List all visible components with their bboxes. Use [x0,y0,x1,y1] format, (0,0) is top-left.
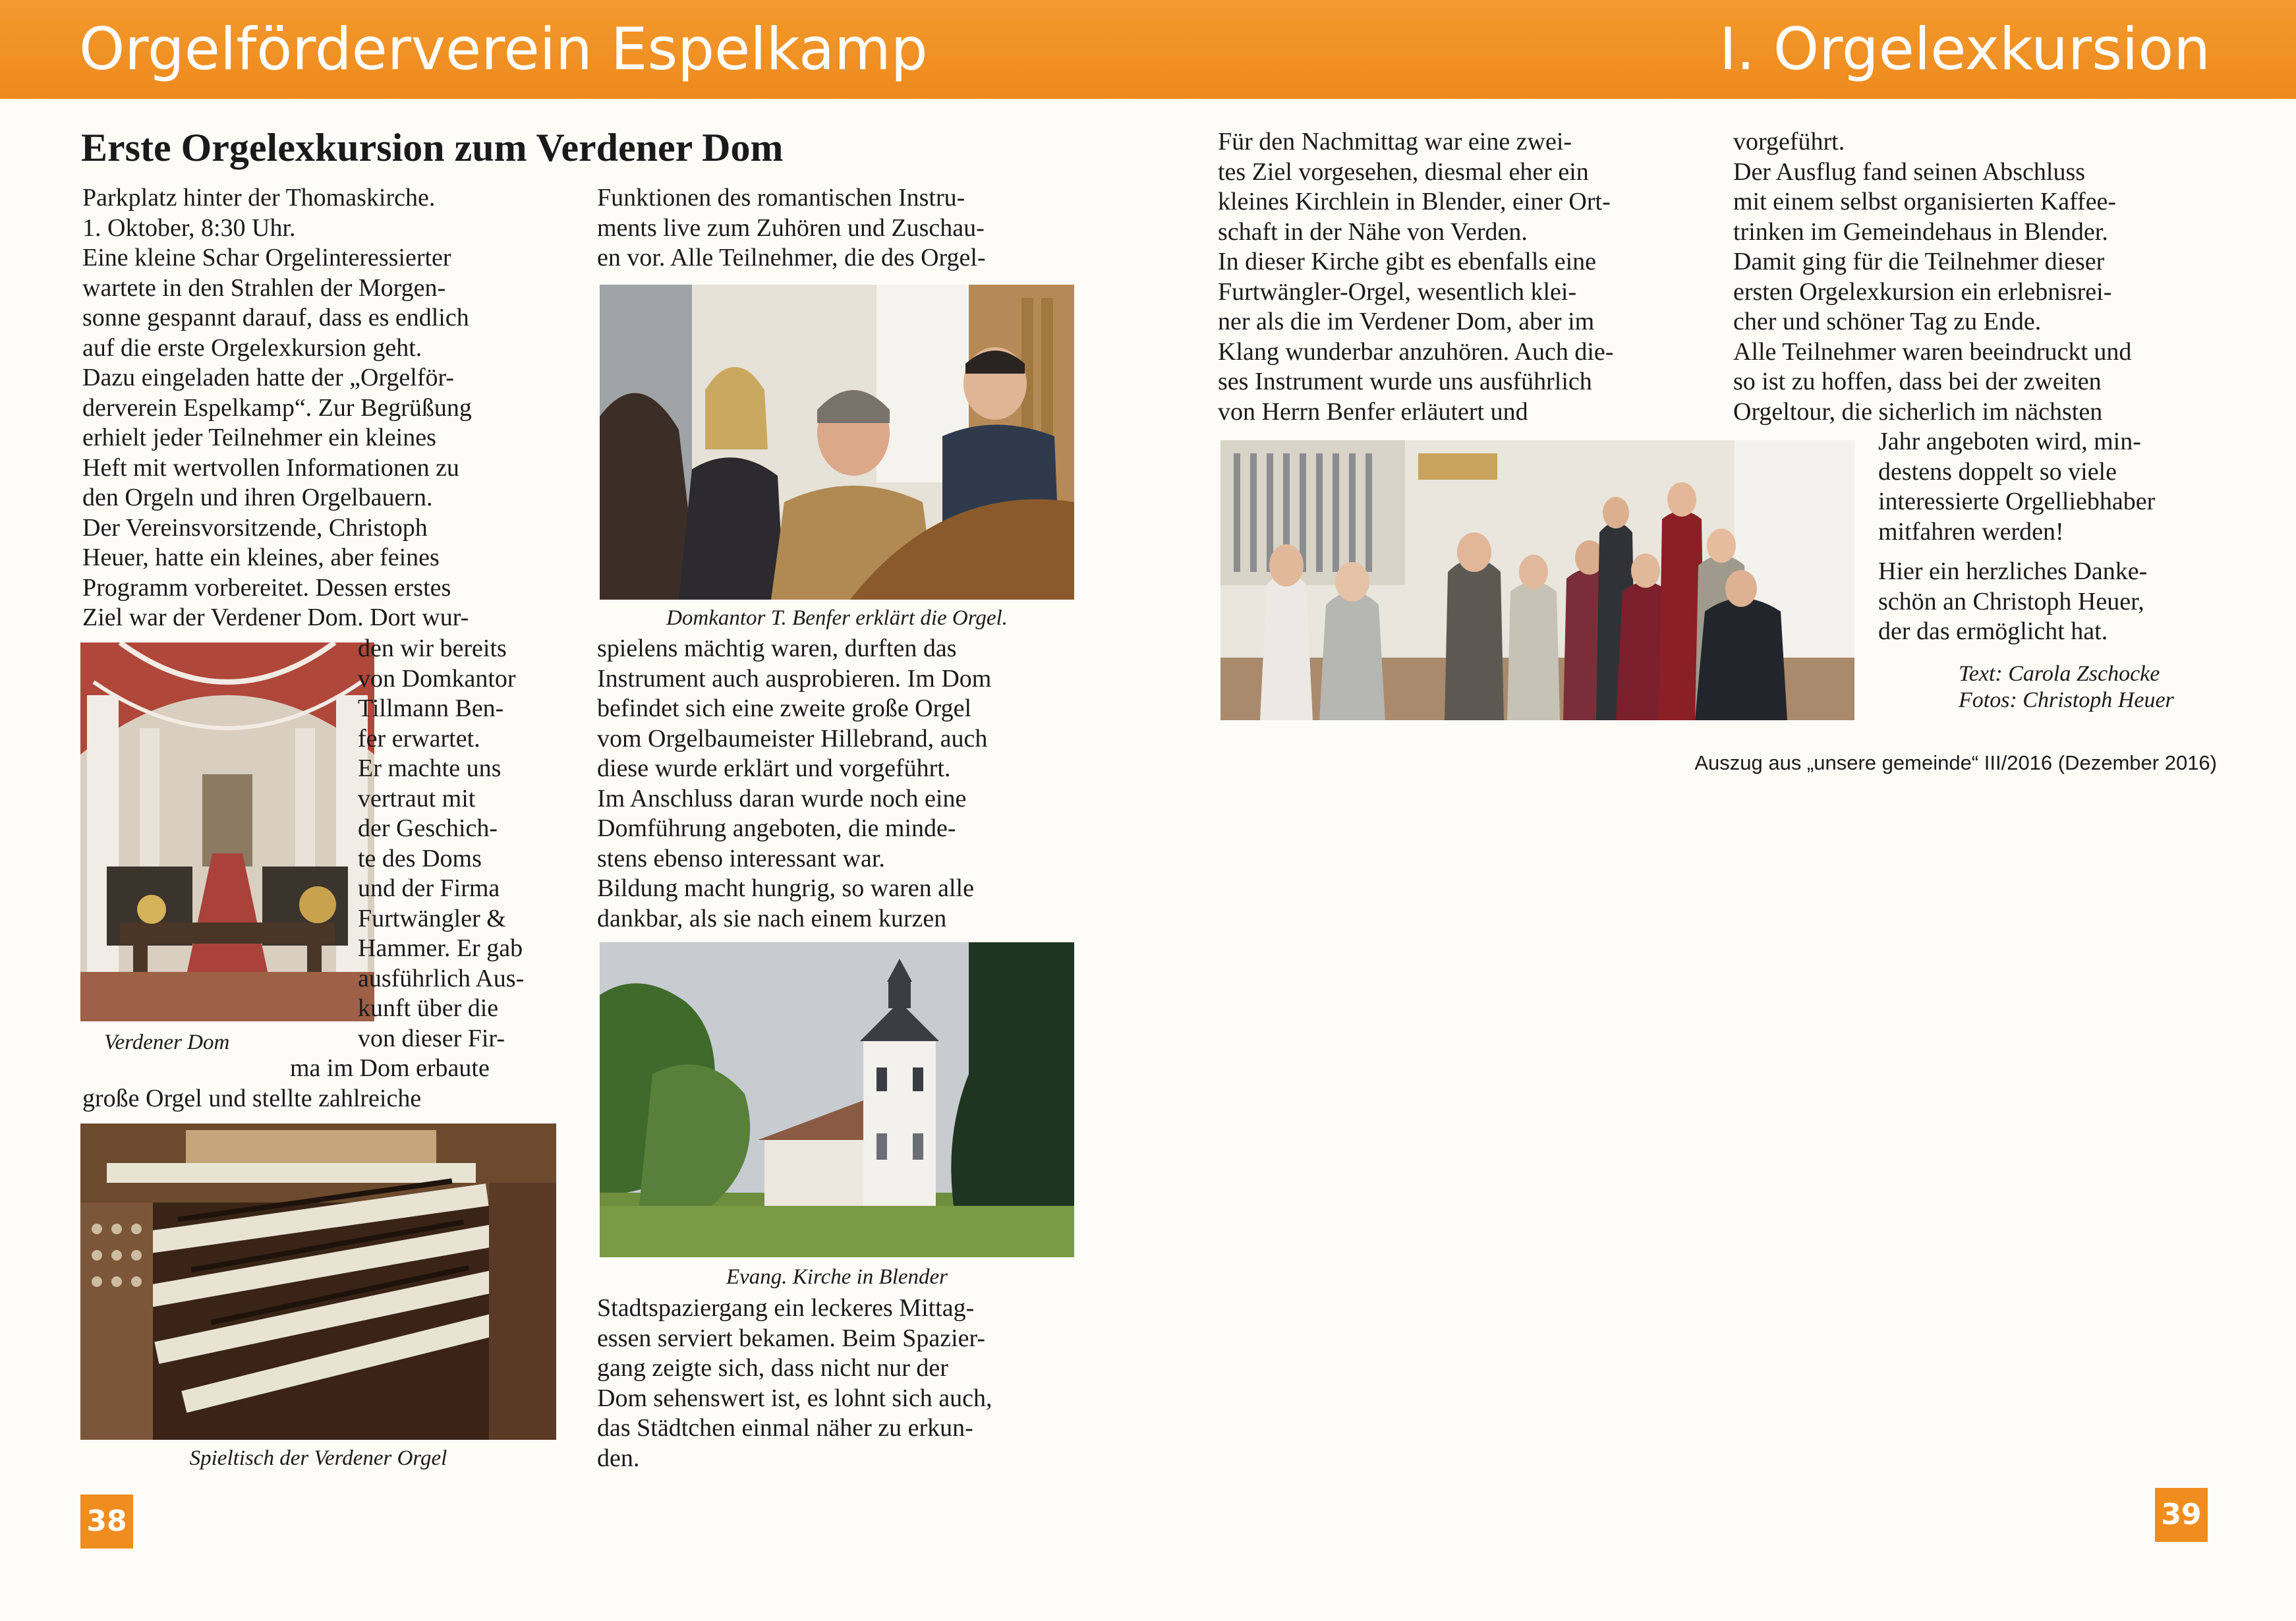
column-2-top [597,183,1085,273]
text-line: Heuer, hatte ein kleines, aber feines [82,544,440,571]
credit-photos: Fotos: Christoph Heuer [1959,688,2174,712]
text-line: von Herrn Benfer erläutert und [1218,397,1528,426]
photo-domkantor-benfer [600,285,1074,600]
text-line: von Domkantor [358,664,516,693]
text-line: befindet sich eine zweite große Orgel [597,695,972,722]
header-right-title: I. Orgelexkursion [1719,15,2210,83]
text-line: interessierte Orgelliebhaber [1878,488,2156,515]
text-line: kleines Kirchlein in Blender, einer Ort- [1218,188,1611,215]
text-line: Der Ausflug fand seinen Abschluss [1733,157,2086,186]
text-line: Stadtspaziergang ein leckeres Mittag- [597,1294,975,1322]
text-line: das Städtchen einmal näher zu erkun- [597,1414,973,1442]
column-4-thanks [1878,557,2247,647]
page-number-left: 38 [80,1494,133,1549]
text-line: gang zeigte sich, dass nicht nur der [597,1354,948,1382]
text-line: tes Ziel vorgesehen, diesmal eher ein [1218,157,1589,186]
article-headline: Erste Orgelexkursion zum Verdener Dom [81,126,784,169]
column-2-mid [597,634,1085,934]
column-4-top [1733,127,2234,427]
text-line: Im Anschluss daran wurde noch eine [597,784,967,812]
text-line: Tillmann Ben- [358,695,504,722]
text-line: schön an Christoph Heuer, [1878,587,2144,615]
text-line: und der Firma [358,874,500,902]
text-line: en vor. Alle Teilnehmer, die des Orgel- [597,244,986,271]
column-1-wrap [358,634,582,1054]
text-line: Ziel war der Verdener Dom. Dort wur- [82,604,469,631]
column-1-end-1: ma im Dom erbaute [290,1054,490,1082]
text-line: erhielt jeder Teilnehmer ein kleines [82,424,436,451]
text-line: mit einem selbst organisierten Kaffee- [1733,188,2117,215]
text-line: mitfahren werden! [1878,517,2064,546]
text-line: dankbar, als sie nach einem kurzen [597,904,947,932]
text-line: derverein Espelkamp“. Zur Begrüßung [82,393,472,422]
text-line: ments live zum Zuhören und Zuschau- [597,213,985,242]
text-line: auf die erste Orgelexkursion geht. [82,333,422,362]
text-line: Furtwängler-Orgel, wesentlich klei- [1218,277,1577,306]
text-line: vom Orgelbaumeister Hillebrand, auch [597,724,988,753]
text-line: stens ebenso interessant war. [597,844,885,872]
text-line: von dieser Fir- [358,1024,505,1052]
photo-gruppe [1220,440,1854,720]
text-line: Damit ging für die Teilnehmer dieser [1733,248,2105,275]
credit-text: Text: Carola Zschocke [1959,662,2160,686]
page-number-right: 39 [2155,1488,2208,1542]
header-left-title: Orgelförderverein Espelkamp [79,15,928,83]
text-line: fer erwartet. [358,724,480,753]
column-2-bottom [597,1294,1085,1473]
text-line: diese wurde erklärt und vorgeführt. [597,754,951,782]
text-line: ner als die im Verdener Dom, aber im [1218,308,1595,335]
text-line: cher und schöner Tag zu Ende. [1733,308,2042,335]
text-line: den wir bereits [358,635,507,662]
text-line: der das ermöglicht hat. [1878,617,2108,645]
text-line: Funktionen des romantischen Instru- [597,184,965,212]
column-3 [1218,127,1706,427]
text-line: Eine kleine Schar Orgelinteressierter [82,244,451,271]
caption-domkantor-benfer: Domkantor T. Benfer erklärt die Orgel. [666,606,1008,630]
text-line: Parkplatz hinter der Thomaskirche. [82,184,436,212]
text-line: te des Doms [358,844,482,872]
text-line: ses Instrument wurde uns ausführlich [1218,368,1592,395]
text-line: Klang wunderbar anzuhören. Auch die- [1218,337,1614,366]
text-line: kunft über die [358,994,499,1022]
text-line: Instrument auch ausprobieren. Im Dom [597,664,992,693]
text-line: Hammer. Er gab [358,934,523,962]
text-line: essen serviert bekamen. Beim Spazier- [597,1324,986,1352]
text-line: Für den Nachmittag war eine zwei- [1218,128,1572,156]
text-line: Orgeltour, die sicherlich im nächsten [1733,397,2103,426]
text-line: spielens mächtig waren, durften das [597,635,957,662]
text-line: 1. Oktober, 8:30 Uhr. [82,213,296,242]
caption-kirche-blender: Evang. Kirche in Blender [726,1265,948,1289]
text-line: Jahr angeboten wird, min- [1878,428,2141,455]
text-line: sonne gespannt darauf, dass es endlich [82,304,469,331]
text-line: Alle Teilnehmer waren beeindruckt und [1733,337,2132,366]
text-line: den Orgeln und ihren Orgelbauern. [82,484,433,511]
photo-spieltisch [80,1123,556,1440]
text-line: Furtwängler & [358,904,506,932]
text-line: vorgeführt. [1733,128,1845,156]
text-line: ersten Orgelexkursion ein erlebnisrei- [1733,277,2112,306]
caption-verdener-dom: Verdener Dom [104,1031,230,1054]
text-line: Dazu eingeladen hatte der „Orgelför- [82,364,455,391]
text-line: Programm vorbereitet. Dessen erstes [82,573,451,602]
text-line: den. [597,1444,640,1472]
text-line: Der Vereinsvorsitzende, Christoph [82,513,428,542]
text-line: destens doppelt so viele [1878,457,2117,486]
photo-verdener-dom [80,642,374,1021]
text-line: wartete in den Strahlen der Morgen- [82,273,446,302]
photo-kirche-blender [600,942,1074,1257]
text-line: Er machte uns [358,754,502,782]
text-line: In dieser Kirche gibt es ebenfalls eine [1218,248,1596,275]
text-line: trinken im Gemeindehaus in Blender. [1733,217,2108,246]
column-1-top [82,183,583,633]
column-4-wrap [1878,427,2247,547]
text-line: Dom sehenswert ist, es lohnt sich auch, [597,1384,992,1412]
text-line: so ist zu hoffen, dass bei der zweiten [1733,368,2102,395]
caption-spieltisch: Spieltisch der Verdener Orgel [189,1446,447,1470]
text-line: vertraut mit [358,784,476,812]
text-line: Hier ein herzliches Danke- [1878,557,2148,585]
source-footnote: Auszug aus „unsere gemeinde“ III/2016 (Dezember 2016) [1694,751,2217,774]
text-line: Bildung macht hungrig, so waren alle [597,874,974,902]
column-1-end-2: große Orgel und stellte zahlreiche [82,1085,422,1112]
text-line: der Geschich- [358,814,498,842]
text-line: schaft in der Nähe von Verden. [1218,217,1528,246]
text-line: ausführlich Aus- [358,964,525,992]
text-line: Heft mit wertvollen Informationen zu [82,453,459,482]
text-line: Domführung angeboten, die minde- [597,814,956,842]
